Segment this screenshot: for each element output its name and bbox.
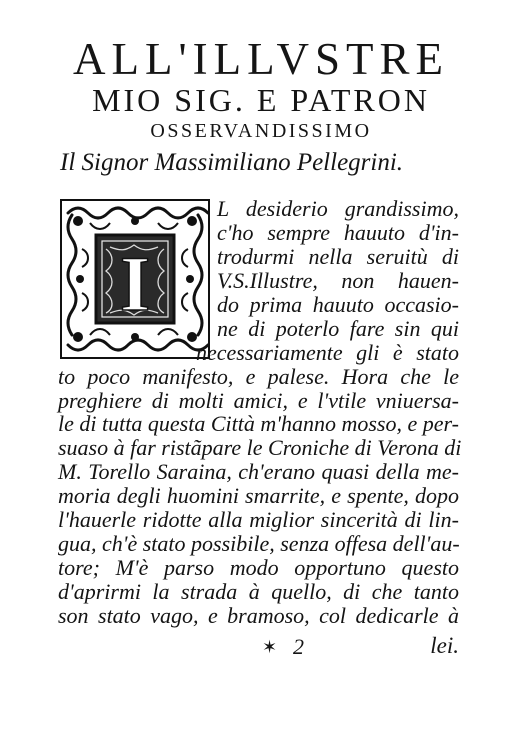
title-line-1: ALL'ILLVSTRE <box>73 34 449 84</box>
page-number: 2 <box>293 634 304 659</box>
text-line: M. Torello Saraina, ch'erano quasi della me- <box>58 459 459 484</box>
title-line-2: MIO SIG. E PATRON <box>92 82 430 118</box>
title-line-3: OSSERVANDISSIMO <box>150 120 372 142</box>
text-line: l'hauerle ridotte alla miglior sincerità di lin- <box>58 507 459 532</box>
text-line: tore; M'è parso modo opportuno questo <box>58 555 459 580</box>
text-line: suaso à far ristãpare le Croniche di Verona di <box>58 435 462 460</box>
footer-star-ornament: ✶ <box>262 637 278 658</box>
catchword: lei. <box>430 633 459 658</box>
text-line: ne di poterlo fare sin qui <box>217 316 459 341</box>
text-line: to poco manifesto, e palese. Hora che le <box>58 364 459 389</box>
text-line: necessariamente gli è stato <box>196 340 459 365</box>
text-line: L desiderio grandissimo, <box>217 196 459 221</box>
text-line: moria degli huomini smarrite, e spente, dopo <box>58 483 459 508</box>
text-line: c'ho sempre hauuto d'in- <box>217 220 459 245</box>
text-line: le di tutta questa Città m'hanno mosso, e per- <box>58 411 459 436</box>
recipient-line: Il Signor Massimiliano Pellegrini. <box>60 149 404 176</box>
text-line: son stato vago, e bramoso, col dedicarle à <box>58 603 459 628</box>
decorated-initial <box>60 199 210 359</box>
text-line: V.S.Illustre, non hauen- <box>217 268 459 293</box>
initial-letter: I <box>119 240 151 327</box>
text-line: trodurmi nella seruitù di <box>217 244 459 269</box>
text-line: do prima hauuto occasio- <box>217 292 459 317</box>
text-line: preghiere di molti amici, e l'vtile vniuersa- <box>58 388 459 413</box>
text-line: gua, ch'è stato possibile, senza offesa dell'au- <box>58 531 460 556</box>
text-line: d'aprirmi la strada à quello, di che tanto <box>58 579 459 604</box>
